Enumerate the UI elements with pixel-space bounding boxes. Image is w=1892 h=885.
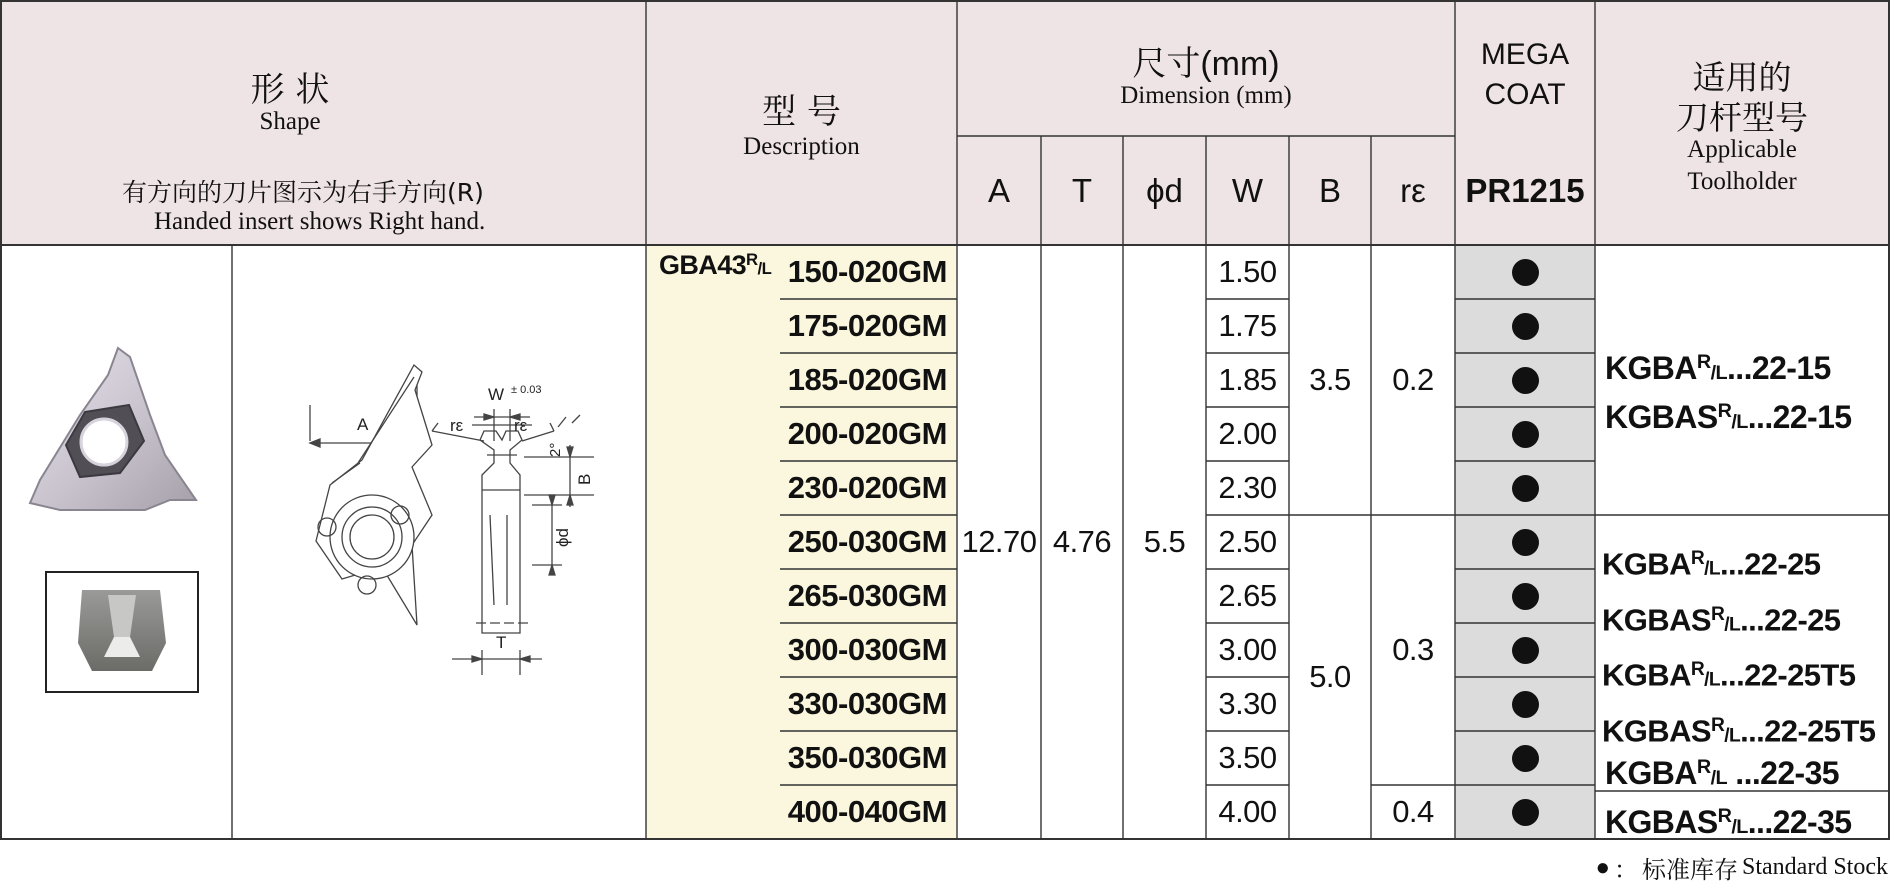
series-prefix: $GBA43^R/L$ — [659, 250, 772, 281]
model-code: 175-020GM — [787, 308, 947, 343]
toolholder-group-2 — [1602, 536, 1875, 758]
stock-dot — [1455, 461, 1595, 515]
toolholder-item: $KGBAS^R/L...22-25T5$ — [1602, 713, 1876, 749]
value-t: 4.76 — [1052, 524, 1112, 559]
value-w: 3.30 — [1218, 686, 1277, 721]
toolholder-header-en2: Toolholder — [1687, 168, 1797, 195]
value-re-group1: 0.2 — [1392, 362, 1434, 397]
value-w: 2.65 — [1218, 578, 1277, 613]
stock-dot — [1455, 731, 1595, 785]
col-header-phid: ϕd — [1146, 171, 1183, 209]
drawing-label-a: A — [357, 415, 369, 434]
stock-dot-icon — [1512, 637, 1539, 664]
stock-dot — [1455, 623, 1595, 677]
toolholder-item: $KGBA^R/L$ ...22-35 — [1605, 754, 1840, 791]
value-phid: 5.5 — [1143, 524, 1186, 559]
toolholder-group-3 — [1605, 748, 1851, 846]
value-w: 3.50 — [1218, 740, 1277, 775]
stock-dot-icon — [1512, 259, 1539, 286]
model-code: 200-020GM — [787, 416, 947, 451]
value-a: 12.70 — [961, 524, 1037, 559]
stock-dot-icon — [1512, 367, 1539, 394]
value-w: 1.85 — [1218, 362, 1277, 397]
toolholder-item: $KGBA^R/L...22-15$ — [1605, 349, 1831, 386]
drawing-label-w: W — [488, 385, 505, 404]
stock-dot-icon — [1512, 475, 1539, 502]
value-w: 4.00 — [1218, 794, 1277, 829]
toolholder-group-1 — [1605, 343, 1851, 441]
stock-dot — [1455, 299, 1595, 353]
toolholder-header-en1: Applicable — [1687, 136, 1797, 163]
stock-dot-icon — [1512, 745, 1539, 772]
description-header-cn: 型 号 — [762, 92, 841, 132]
model-code: 150-020GM — [787, 254, 947, 289]
col-header-b: B — [1318, 171, 1341, 209]
legend-text-cn: 标准库存 — [1642, 856, 1739, 884]
stock-dot — [1455, 785, 1595, 839]
drawing-label-b: B — [575, 473, 594, 485]
legend — [1596, 850, 1888, 885]
toolholder-item: $KGBAS^R/L...22-15$ — [1605, 398, 1852, 435]
value-w: 2.00 — [1218, 416, 1277, 451]
drawing-label-phid: ϕd — [553, 528, 572, 547]
shape-header-cn: 形 状 — [250, 70, 330, 110]
value-w: 2.50 — [1218, 524, 1277, 559]
model-code: 250-030GM — [787, 524, 947, 559]
legend-text-en: Standard Stock — [1742, 854, 1888, 880]
stock-dot — [1455, 677, 1595, 731]
stock-dot — [1455, 245, 1595, 299]
model-code: 330-030GM — [787, 686, 947, 721]
col-header-w: W — [1231, 171, 1264, 209]
stock-dot-icon — [1512, 799, 1539, 826]
value-w: 1.50 — [1218, 254, 1277, 289]
value-re-group3: 0.4 — [1392, 794, 1434, 829]
toolholder-item: $KGBAS^R/L...22-35$ — [1605, 803, 1852, 840]
col-header-a: A — [987, 171, 1010, 209]
technical-drawing — [232, 245, 646, 839]
drawing-label-t: T — [496, 633, 507, 652]
toolholder-item: $KGBAS^R/L...22-25$ — [1602, 602, 1841, 638]
model-code: 400-040GM — [787, 794, 947, 829]
model-code: 185-020GM — [787, 362, 947, 397]
dimension-header-cn: 尺寸(mm) — [1132, 45, 1280, 83]
toolholder-header-cn1: 适用的 — [1692, 58, 1792, 97]
dimension-header-en: Dimension (mm) — [1120, 82, 1292, 109]
toolholder-header-cn2: 刀杆型号 — [1676, 98, 1808, 137]
stock-dot-icon — [1512, 313, 1539, 340]
value-b-group2: 5.0 — [1309, 659, 1351, 694]
stock-dot — [1455, 353, 1595, 407]
value-b-group1: 3.5 — [1309, 362, 1351, 397]
col-header-t: T — [1071, 171, 1093, 209]
drawing-label-re-right: rε — [514, 416, 528, 435]
handed-note-en: Handed insert shows Right hand. — [154, 208, 486, 235]
legend-marker: ● — [1595, 853, 1611, 881]
coat-label: COAT — [1484, 78, 1566, 111]
stock-dot — [1455, 515, 1595, 569]
toolholder-item: $KGBA^R/L...22-25$ — [1602, 546, 1821, 582]
grade-header: PR1215 — [1465, 172, 1585, 209]
stock-dot — [1455, 569, 1595, 623]
stock-dot-icon — [1512, 529, 1539, 556]
insert-photo — [0, 245, 232, 839]
stock-dot-icon — [1512, 583, 1539, 610]
shape-header-en: Shape — [259, 108, 321, 135]
value-w: 2.30 — [1218, 470, 1277, 505]
value-w: 1.75 — [1218, 308, 1277, 343]
description-header-en: Description — [743, 133, 860, 160]
stock-dot — [1455, 407, 1595, 461]
drawing-label-re-left: rε — [450, 416, 464, 435]
drawing-label-angle: 2° — [547, 442, 564, 457]
drawing-label-w-tol: ± 0.03 — [511, 384, 542, 396]
model-code: 230-020GM — [787, 470, 947, 505]
value-w: 3.00 — [1218, 632, 1277, 667]
stock-dot-icon — [1512, 691, 1539, 718]
value-re-group2: 0.3 — [1392, 632, 1434, 667]
model-code: 300-030GM — [787, 632, 947, 667]
toolholder-item: $KGBA^R/L...22-25T5$ — [1602, 657, 1856, 693]
handed-note-cn: 有方向的刀片图示为右手方向(R) — [122, 178, 484, 207]
mega-label: MEGA — [1480, 38, 1570, 71]
model-code: 350-030GM — [787, 740, 947, 775]
model-code: 265-030GM — [787, 578, 947, 613]
col-header-re: rε — [1400, 171, 1426, 209]
stock-dot-icon — [1512, 421, 1539, 448]
legend-separator: ： — [1614, 857, 1639, 884]
